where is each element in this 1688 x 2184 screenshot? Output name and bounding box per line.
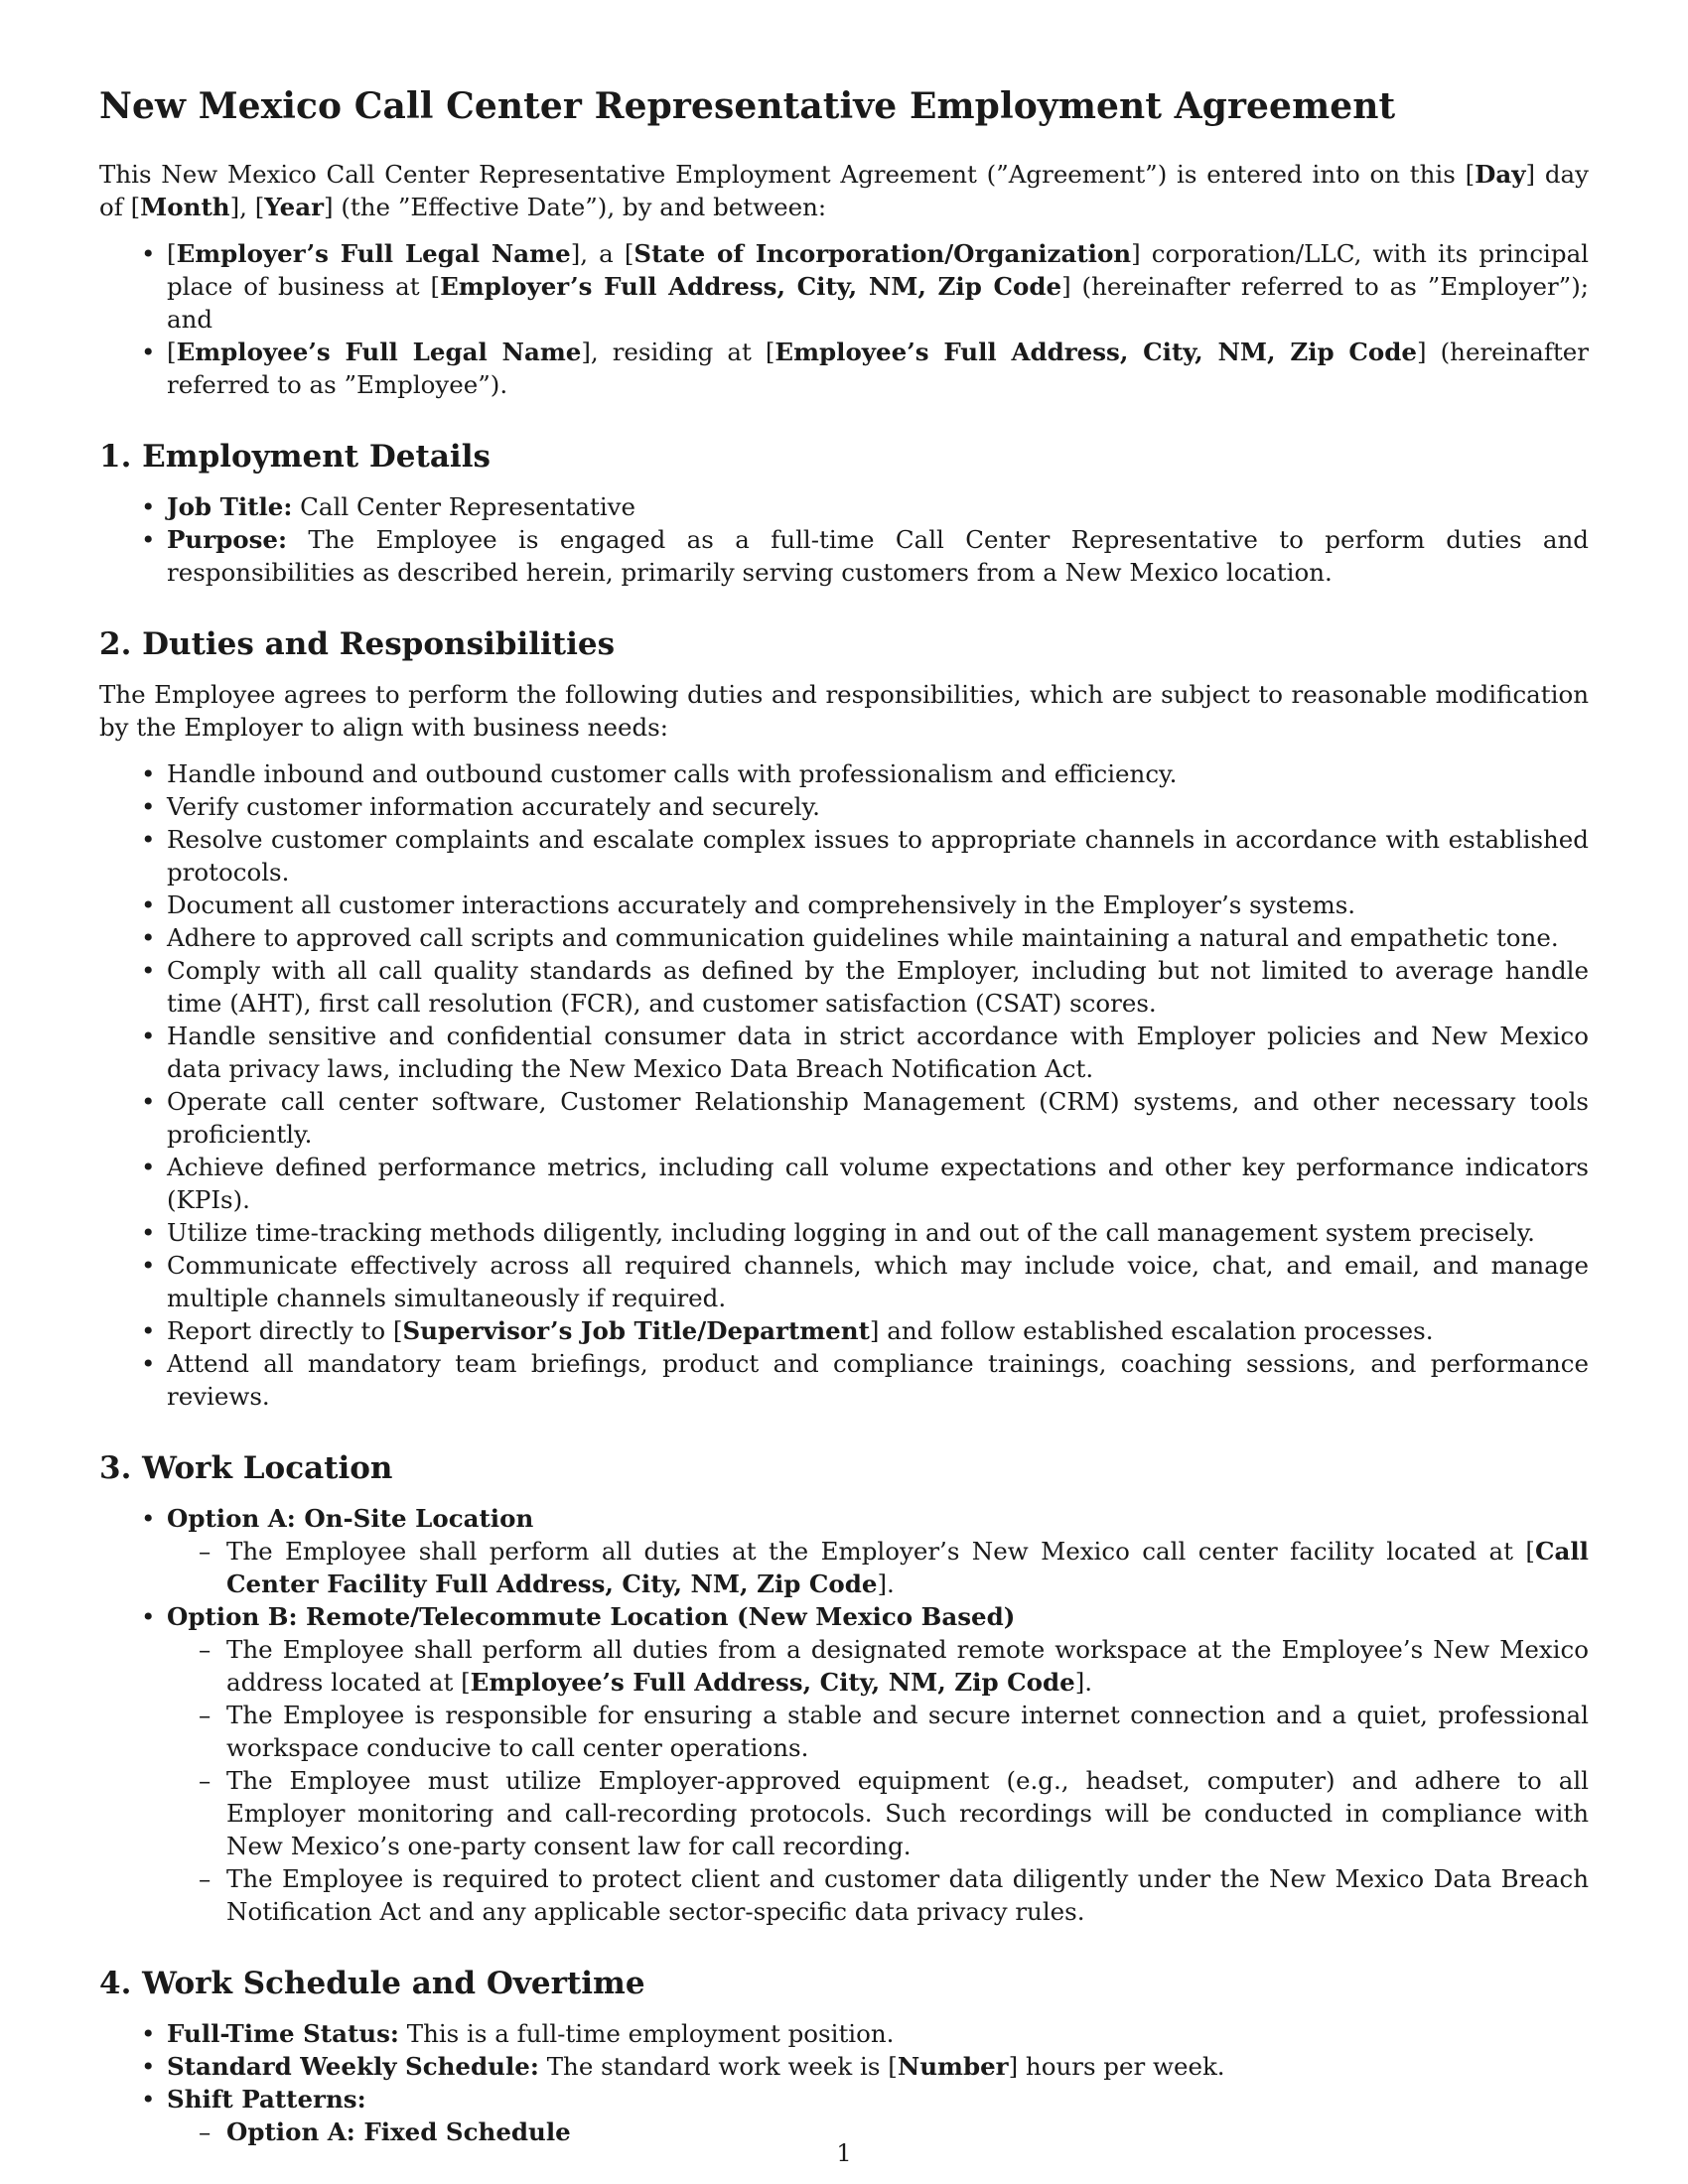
list-item: • Option A: On-Site Location – The Employee shall perform all duties at the Employer’s New Mexico call center facility located at [Call Center Facility Full Address, City, NM, Zip Code].	[99, 1502, 1589, 1600]
list-item: – The Employee is responsible for ensuring a stable and secure internet connection and a quiet, professional workspace conducive to call center operations.	[167, 1699, 1589, 1764]
list-item: • Resolve customer complaints and escalate complex issues to appropriate channels in accordance with established protocols.	[99, 823, 1589, 888]
facility-address-placeholder: Call Center Facility Full Address, City, NM, Zip Code	[226, 1537, 1589, 1598]
document-title: New Mexico Call Center Representative Employment Agreement	[99, 85, 1396, 127]
list-item: • Verify customer information accurately and securely.	[99, 790, 1589, 823]
list-item: • Option B: Remote/Telecommute Location (New Mexico Based) – The Employee shall perform all duties from a designated remote workspace at the Employee’s New Mexico address located at [Employee’s Full Address, City, NM, Zip Code]. – The Employee is responsible for ensuring a stable and secure internet connection and a quiet, professional workspace conducive to call center operations. – The Employee must utilize Employer-approved equipment (e.g., headset, computer) and adhere to all Employer monitoring and call-recording protocols. Such recordings will be conducted in compliance with New Mexico’s one-party consent law for call recording. – The Employee is required to protect client and customer data diligently under the New Mexico Data Breach Notification Act and any applicable sector-specific data privacy rules.	[99, 1600, 1589, 1928]
list-item: • Shift Patterns: – Option A: Fixed Schedule	[99, 2083, 1589, 2148]
section-2-heading: 2. Duties and Responsibilities	[99, 626, 616, 662]
list-item: • Communicate effectively across all required channels, which may include voice, chat, and email, and manage multiple channels simultaneously if required.	[99, 1249, 1589, 1314]
month-placeholder: Month	[140, 193, 230, 221]
employment-details-list	[99, 490, 1589, 589]
list-item: • Document all customer interactions accurately and comprehensively in the Employer’s systems.	[99, 888, 1589, 921]
option-b-sublist	[167, 1633, 1589, 1928]
hours-placeholder: Number	[897, 2052, 1009, 2081]
section-3-heading: 3. Work Location	[99, 1450, 393, 1486]
party-employer: • [Employer’s Full Legal Name], a [State of Incorporation/Organization] corporation/LLC, with its principal place of business at [Employer’s Full Address, City, NM, Zip Code] (hereinafter referred to as ”Employer”); and	[99, 237, 1589, 336]
document-page	[99, 84, 1589, 2148]
duties-list	[99, 757, 1589, 1413]
parties-list	[99, 237, 1589, 401]
work-location-list	[99, 1502, 1589, 1928]
supervisor-placeholder: Supervisor’s Job Title/Department	[402, 1316, 870, 1345]
day-placeholder: Day	[1475, 160, 1526, 189]
intro-paragraph: This New Mexico Call Center Representative Employment Agreement (”Agreement”) is entered into on this [Day] day of [Month], [Year] (the ”Effective Date”), by and between:	[99, 160, 1589, 221]
section-1-heading: 1. Employment Details	[99, 439, 491, 475]
list-item: • Handle inbound and outbound customer calls with professionalism and efficiency.	[99, 757, 1589, 790]
list-item: • Job Title: Call Center Representative	[99, 490, 1589, 523]
remote-address-placeholder: Employee’s Full Address, City, NM, Zip Code	[470, 1668, 1075, 1697]
list-item: – Option A: Fixed Schedule	[167, 2116, 1589, 2148]
work-schedule-list	[99, 2017, 1589, 2148]
list-item: – The Employee shall perform all duties from a designated remote workspace at the Employee’s New Mexico address located at [Employee’s Full Address, City, NM, Zip Code].	[167, 1633, 1589, 1699]
duties-intro: The Employee agrees to perform the following duties and responsibilities, which are subject to reasonable modification by the Employer to align with business needs:	[99, 680, 1589, 742]
list-item: • Operate call center software, Customer Relationship Management (CRM) systems, and other necessary tools proficiently.	[99, 1085, 1589, 1151]
page-number: 1	[836, 2139, 852, 2167]
list-item: • Attend all mandatory team briefings, product and compliance trainings, coaching sessions, and performance reviews.	[99, 1347, 1589, 1413]
party-employee: • [Employee’s Full Legal Name], residing at [Employee’s Full Address, City, NM, Zip Code] (hereinafter referred to as ”Employee”).	[99, 336, 1589, 401]
year-placeholder: Year	[264, 193, 325, 221]
employer-name-placeholder: Employer’s Full Legal Name	[176, 239, 571, 268]
list-item: • Full-Time Status: This is a full-time employment position.	[99, 2017, 1589, 2050]
list-item: • Purpose: The Employee is engaged as a full-time Call Center Representative to perform duties and responsibilities as described herein, primarily serving customers from a New Mexico location.	[99, 523, 1589, 589]
option-a-sublist	[167, 1535, 1589, 1600]
list-item: • Adhere to approved call scripts and communication guidelines while maintaining a natural and empathetic tone.	[99, 921, 1589, 954]
list-item: • Utilize time-tracking methods diligently, including logging in and out of the call management system precisely.	[99, 1216, 1589, 1249]
list-item: • Report directly to [Supervisor’s Job Title/Department] and follow established escalation processes.	[99, 1314, 1589, 1347]
state-placeholder: State of Incorporation/Organization	[633, 239, 1132, 268]
list-item: • Achieve defined performance metrics, including call volume expectations and other key performance indicators (KPIs).	[99, 1151, 1589, 1216]
list-item: • Standard Weekly Schedule: The standard work week is [Number] hours per week.	[99, 2050, 1589, 2083]
employee-address-placeholder: Employee’s Full Address, City, NM, Zip Code	[774, 338, 1417, 366]
employee-name-placeholder: Employee’s Full Legal Name	[176, 338, 582, 366]
section-4-heading: 4. Work Schedule and Overtime	[99, 1966, 645, 2001]
list-item: • Comply with all call quality standards as defined by the Employer, including but not limited to average handle time (AHT), first call resolution (FCR), and customer satisfaction (CSAT) scores.	[99, 954, 1589, 1020]
list-item: • Handle sensitive and confidential consumer data in strict accordance with Employer policies and New Mexico data privacy laws, including the New Mexico Data Breach Notification Act.	[99, 1020, 1589, 1085]
employer-address-placeholder: Employer’s Full Address, City, NM, Zip Code	[440, 272, 1062, 301]
list-item: – The Employee must utilize Employer-approved equipment (e.g., headset, computer) and adhere to all Employer monitoring and call-recording protocols. Such recordings will be conducted in compliance with New Mexico’s one-party consent law for call recording.	[167, 1764, 1589, 1862]
list-item: – The Employee shall perform all duties at the Employer’s New Mexico call center facility located at [Call Center Facility Full Address, City, NM, Zip Code].	[167, 1535, 1589, 1600]
list-item: – The Employee is required to protect client and customer data diligently under the New Mexico Data Breach Notification Act and any applicable sector-specific data privacy rules.	[167, 1862, 1589, 1928]
